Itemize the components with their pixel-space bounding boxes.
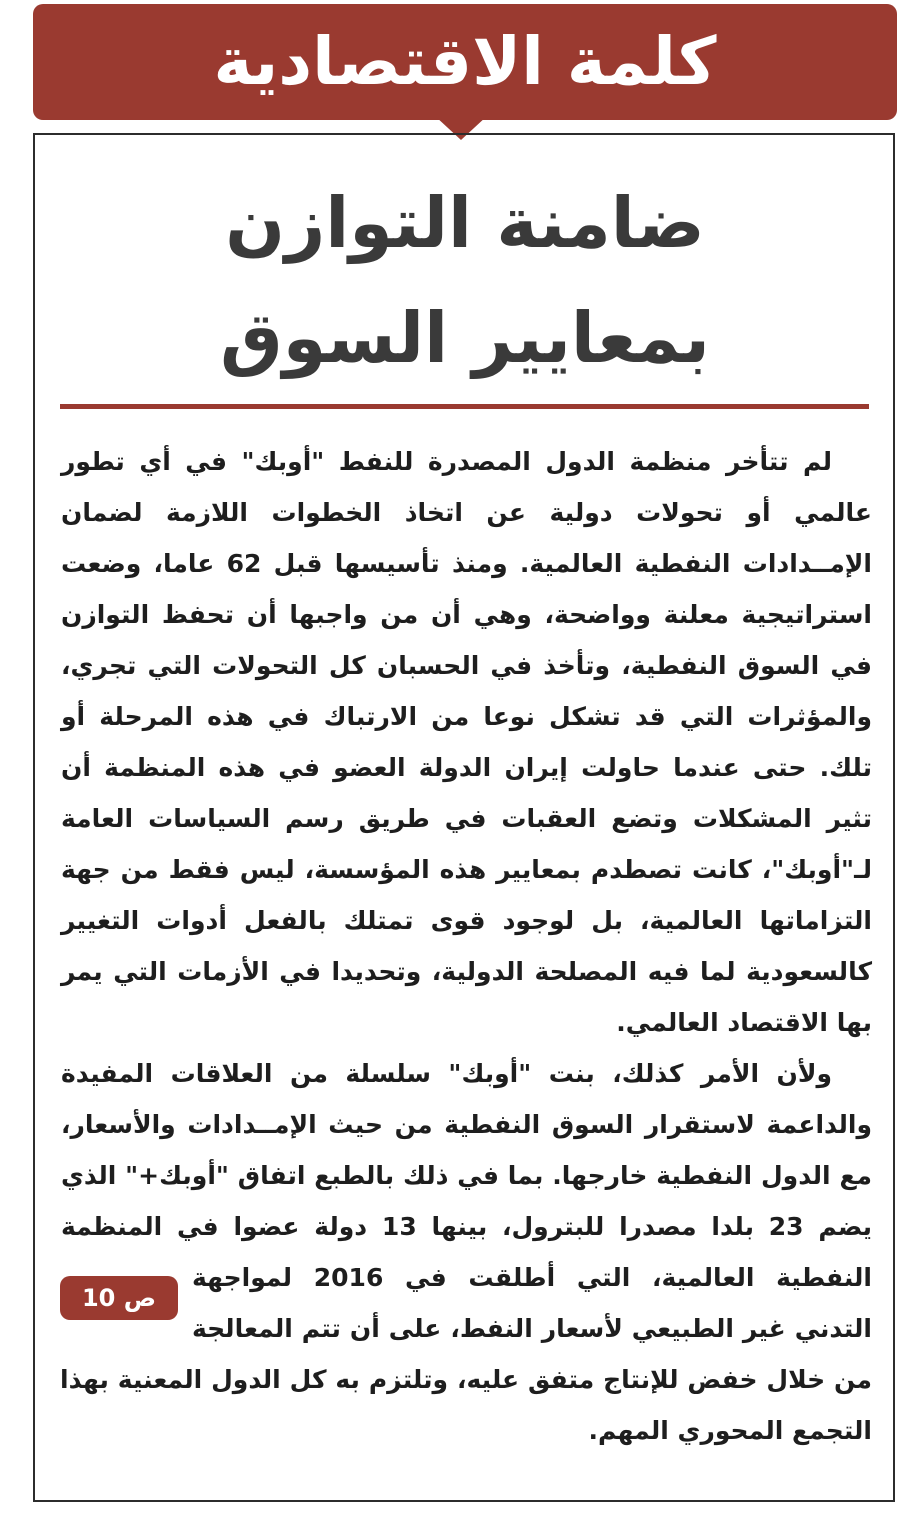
section-title: كلمة الاقتصادية — [213, 23, 717, 100]
headline-divider — [60, 404, 869, 409]
article-paragraph-1: لم تتأخر منظمة الدول المصدرة للنفط "أوبك" في أي تطور عالمي أو تحولات دولية عن اتخاذ الخطوات اللازمة لضمان الإمــدادات النفطية العالمية. ومنذ تأسيسها قبل 62 عاما، وضعت استراتيجية معلنة وواضحة، وهي أن من واجبها أن تحفظ التوازن في السوق النفطية، وتأخذ في الحسبان كل التحولات التي تجري، والمؤثرات التي قد تشكل نوعا من الارتباك في هذه المرحلة أو تلك. حتى عندما حاولت إيران الدولة العضو في هذه المنظمة أن تثير المشكلات وتضع العقبات في طريق رسم السياسات العامة لـ"أوبك"، كانت تصطدم بمعايير هذه المؤسسة، ليس فقط من جهة التزاماتها العالمية، بل لوجود قوى تمتلك بالفعل أدوات التغيير كالسعودية لما فيه المصلحة الدولية، وتحديدا في الأزمات التي يمر بها الاقتصاد العالمي. — [61, 447, 872, 1037]
article-paragraph-2: ولأن الأمر كذلك، بنت "أوبك" سلسلة من العلاقات المفيدة والداعمة لاستقرار السوق النفطية من حيث الإمــدادات والأسعار، مع الدول النفطية خارجها. بما في ذلك بالطبع اتفاق "أوبك+" الذي يضم 23 بلدا مصدرا للبترول، بينها 13 دولة عضوا في المنظمة النفطية العالمية، التي أطلقت في 2016 لمواجهة التدني غير الطبيعي لأسعار النفط، على أن تتم المعالجة من خلال خفض للإنتاج متفق عليه، وتلتزم به كل الدول المعنية بهذا التجمع المحوري المهم. — [60, 1059, 872, 1445]
page-reference-badge[interactable]: ص 10 — [60, 1276, 178, 1320]
headline-line-2: بمعايير السوق — [220, 297, 710, 379]
section-header — [33, 4, 897, 120]
article-body — [60, 436, 872, 1456]
headline-line-1: ضامنة التوازن — [225, 182, 705, 264]
